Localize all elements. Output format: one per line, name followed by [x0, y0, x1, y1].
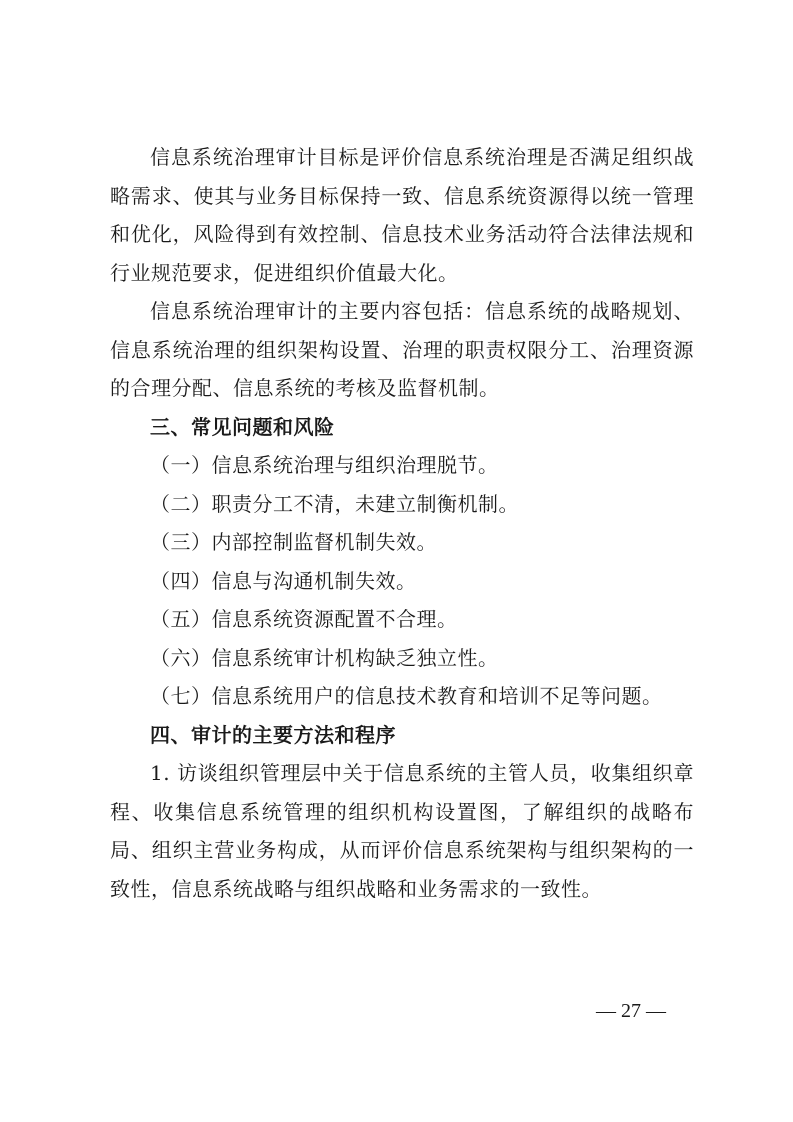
document-body: [110, 138, 694, 908]
section-heading-risks: 三、常见问题和风险: [150, 414, 335, 439]
paragraph-audit-objective: 信息系统治理审计目标是评价信息系统治理是否满足组织战略需求、使其与业务目标保持一致、信息系统资源得以统一管理和优化，风险得到有效控制、信息技术业务活动符合法律法规和行业规范要求，促进组织价值最大化。: [110, 145, 694, 285]
risk-item: （五）信息系统资源配置不合理。: [150, 607, 458, 631]
risk-item: （七）信息系统用户的信息技术教育和培训不足等问题。: [150, 684, 663, 708]
risk-item: （三）内部控制监督机制失效。: [150, 530, 437, 554]
page-number: — 27 —: [596, 1000, 666, 1022]
section-heading-methods: 四、审计的主要方法和程序: [150, 722, 396, 747]
paragraph-audit-content: 信息系统治理审计的主要内容包括：信息系统的战略规划、信息系统治理的组织架构设置、治理的职责权限分工、治理资源的合理分配、信息系统的考核及监督机制。: [110, 299, 694, 400]
risk-item: （六）信息系统审计机构缺乏独立性。: [150, 645, 499, 670]
risk-item: （二）职责分工不清，未建立制衡机制。: [150, 491, 519, 516]
paragraph-method-1: 1. 访谈组织管理层中关于信息系统的主管人员，收集组织章程、收集信息系统管理的组织机构设置图，了解组织的战略布局、组织主营业务构成，从而评价信息系统架构与组织架构的一致性，信息系统战略与组织战略和业务需求的一致性。: [110, 761, 694, 901]
risk-item: （四）信息与沟通机制失效。: [150, 568, 417, 593]
risk-item: （一）信息系统治理与组织治理脱节。: [150, 453, 499, 477]
